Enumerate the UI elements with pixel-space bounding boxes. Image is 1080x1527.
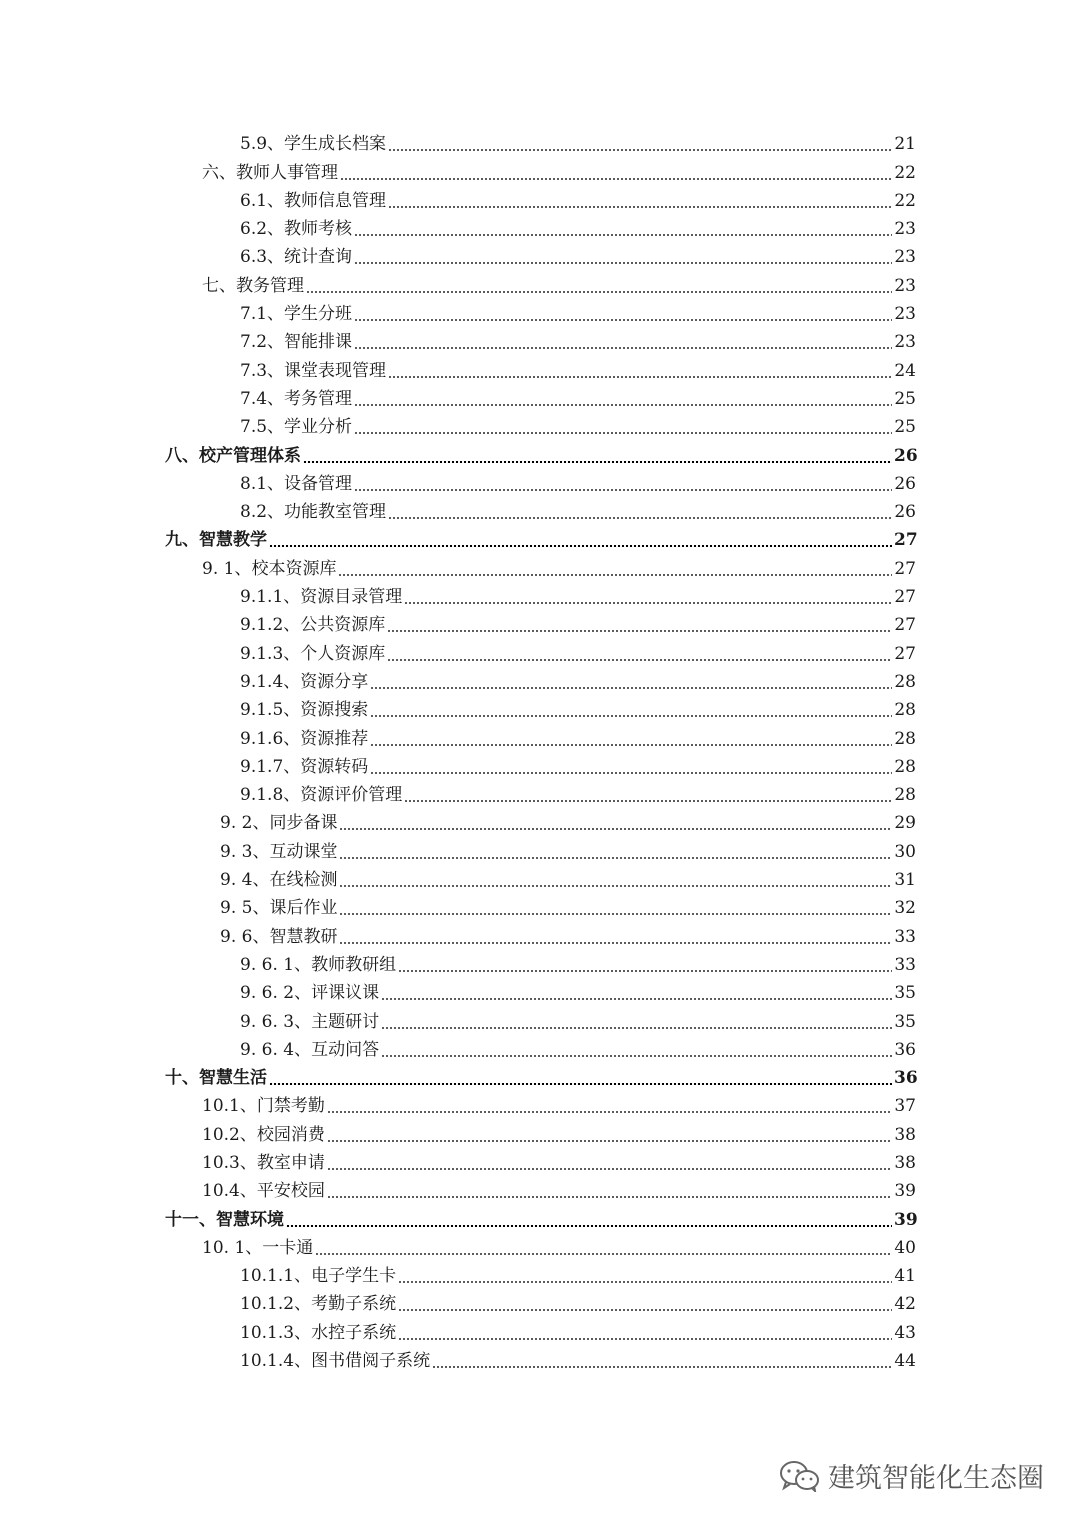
dot-leader [354,319,892,321]
toc-entry[interactable] [0,1007,1080,1035]
toc-entry-label: 9.1.6、资源推荐 [240,728,369,749]
dot-leader [339,913,892,915]
dot-leader [327,1196,892,1198]
toc-entry-label: 9. 6. 4、互动问答 [240,1039,380,1060]
toc-entry[interactable] [0,809,1080,837]
toc-entry-page-number: 32 [894,898,916,919]
toc-entry[interactable] [0,922,1080,950]
toc-entry-label: 10.3、教室申请 [202,1152,325,1173]
dot-leader [339,857,892,859]
toc-entry-label: 6.2、教师考核 [240,219,353,240]
toc-entry-page-number: 26 [894,473,916,494]
dot-leader [354,262,892,264]
dot-leader [306,291,892,293]
toc-entry-page-number: 25 [894,388,916,409]
toc-entry-label: 9.1.1、资源目录管理 [240,587,403,608]
toc-entry-page-number: 27 [894,587,916,608]
toc-entry-page-number: 44 [894,1351,916,1372]
toc-entry-label: 十一、智慧环境 [165,1209,284,1230]
toc-entry-label: 9. 4、在线检测 [220,870,338,891]
toc-entry[interactable] [0,753,1080,781]
toc-entry[interactable] [0,611,1080,639]
toc-entry-page-number: 30 [894,841,916,862]
toc-chapter-entry[interactable] [0,526,1080,554]
toc-entry-label: 九、智慧教学 [165,530,267,551]
dot-leader [387,630,892,632]
toc-entry-page-number: 40 [894,1237,916,1258]
toc-entry[interactable] [0,724,1080,752]
table-of-contents [0,130,1080,1375]
toc-entry-label: 9. 6. 3、主题研讨 [240,1011,380,1032]
toc-entry-label: 六、教师人事管理 [202,162,338,183]
toc-entry-page-number: 27 [894,530,918,551]
toc-entry-label: 9.1.2、公共资源库 [240,615,386,636]
toc-entry-label: 八、校产管理体系 [165,445,301,466]
toc-entry-label: 10.1.1、电子学生卡 [240,1266,397,1287]
watermark [778,1456,1044,1495]
toc-entry[interactable] [0,1234,1080,1262]
toc-entry-page-number: 27 [894,643,916,664]
dot-leader [315,1253,892,1255]
toc-entry-label: 十、智慧生活 [165,1068,267,1089]
toc-entry-page-number: 42 [894,1294,916,1315]
dot-leader [388,149,892,151]
toc-entry[interactable] [0,158,1080,186]
toc-entry-page-number: 41 [894,1266,916,1287]
toc-entry[interactable] [0,215,1080,243]
dot-leader [370,772,892,774]
toc-entry-page-number: 28 [894,728,916,749]
toc-entry-label: 9.1.7、资源转码 [240,756,369,777]
toc-entry-page-number: 33 [894,954,916,975]
dot-leader [354,347,892,349]
toc-entry-page-number: 23 [894,275,916,296]
toc-entry-label: 10.1.3、水控子系统 [240,1322,397,1343]
toc-chapter-entry[interactable] [0,1064,1080,1092]
dot-leader [303,461,892,463]
dot-leader [339,828,892,830]
dot-leader [381,1055,892,1057]
toc-entry-page-number: 27 [894,558,916,579]
toc-entry-page-number: 28 [894,756,916,777]
dot-leader [398,970,892,972]
toc-entry[interactable] [0,243,1080,271]
toc-entry[interactable] [0,271,1080,299]
toc-entry[interactable] [0,1149,1080,1177]
toc-entry-label: 7.3、课堂表现管理 [240,360,387,381]
toc-entry-page-number: 23 [894,219,916,240]
toc-entry-page-number: 35 [894,1011,916,1032]
dot-leader [340,178,892,180]
toc-entry[interactable] [0,554,1080,582]
toc-entry[interactable] [0,583,1080,611]
dot-leader [327,1140,892,1142]
toc-entry-label: 9.1.3、个人资源库 [240,643,386,664]
toc-entry-label: 6.3、统计查询 [240,247,353,268]
toc-entry-page-number: 36 [894,1068,918,1089]
toc-entry[interactable] [0,696,1080,724]
dot-leader [398,1309,892,1311]
toc-entry[interactable] [0,300,1080,328]
toc-entry-label: 7.5、学业分析 [240,417,353,438]
toc-entry-label: 9. 5、课后作业 [220,898,338,919]
toc-entry-page-number: 28 [894,700,916,721]
toc-entry-label: 9. 6、智慧教研 [220,926,338,947]
toc-entry[interactable] [0,1318,1080,1346]
toc-entry-page-number: 26 [894,445,918,466]
toc-entry-page-number: 21 [894,134,916,155]
toc-entry-label: 9. 1、校本资源库 [202,558,337,579]
toc-entry-page-number: 28 [894,785,916,806]
toc-entry-page-number: 29 [894,813,916,834]
toc-entry[interactable] [0,356,1080,384]
toc-entry-page-number: 38 [894,1152,916,1173]
toc-entry[interactable] [0,1177,1080,1205]
toc-entry[interactable] [0,413,1080,441]
dot-leader [387,659,892,661]
toc-entry[interactable] [0,668,1080,696]
toc-entry-page-number: 24 [894,360,916,381]
toc-entry-page-number: 36 [894,1039,916,1060]
toc-entry-page-number: 22 [894,190,916,211]
toc-entry-page-number: 28 [894,671,916,692]
dot-leader [381,1027,892,1029]
toc-entry-label: 9. 2、同步备课 [220,813,338,834]
toc-entry-page-number: 38 [894,1124,916,1145]
toc-entry-label: 9. 6. 1、教师教研组 [240,954,397,975]
toc-entry[interactable] [0,1092,1080,1120]
dot-leader [370,687,892,689]
dot-leader [404,800,892,802]
dot-leader [432,1366,892,1368]
dot-leader [388,376,892,378]
toc-entry-page-number: 37 [894,1096,916,1117]
toc-entry[interactable] [0,1036,1080,1064]
toc-entry-label: 7.1、学生分班 [240,304,353,325]
dot-leader [338,574,892,576]
dot-leader [370,715,892,717]
dot-leader [381,998,892,1000]
toc-entry-page-number: 26 [894,502,916,523]
toc-entry-label: 10. 1、一卡通 [202,1237,314,1258]
dot-leader [327,1111,892,1113]
toc-entry[interactable] [0,837,1080,865]
toc-entry[interactable] [0,866,1080,894]
toc-entry-label: 10.4、平安校园 [202,1181,325,1202]
toc-entry[interactable] [0,979,1080,1007]
toc-entry-label: 5.9、学生成长档案 [240,134,387,155]
toc-entry[interactable] [0,781,1080,809]
toc-entry-label: 10.1.2、考勤子系统 [240,1294,397,1315]
toc-entry-page-number: 22 [894,162,916,183]
toc-entry-label: 7.2、智能排课 [240,332,353,353]
toc-entry[interactable] [0,1120,1080,1148]
dot-leader [354,432,892,434]
toc-entry-page-number: 23 [894,304,916,325]
dot-leader [404,602,892,604]
toc-entry-page-number: 33 [894,926,916,947]
toc-entry[interactable] [0,1290,1080,1318]
dot-leader [398,1338,892,1340]
dot-leader [339,942,892,944]
toc-entry-page-number: 39 [894,1181,916,1202]
dot-leader [398,1281,892,1283]
toc-entry-page-number: 31 [894,870,916,891]
dot-leader [354,404,892,406]
toc-entry[interactable] [0,328,1080,356]
toc-entry[interactable] [0,470,1080,498]
toc-entry-label: 6.1、教师信息管理 [240,190,387,211]
toc-entry[interactable] [0,385,1080,413]
toc-entry-label: 10.1.4、图书借阅子系统 [240,1351,431,1372]
toc-entry[interactable] [0,187,1080,215]
toc-entry-label: 8.1、设备管理 [240,473,353,494]
toc-entry-page-number: 23 [894,247,916,268]
toc-entry-label: 8.2、功能教室管理 [240,502,387,523]
toc-entry[interactable] [0,639,1080,667]
toc-entry-label: 9.1.4、资源分享 [240,671,369,692]
toc-entry[interactable] [0,894,1080,922]
toc-entry-label: 9. 3、互动课堂 [220,841,338,862]
toc-entry[interactable] [0,1262,1080,1290]
dot-leader [354,489,892,491]
watermark-text: 建筑智能化生态圈 [828,1463,1044,1494]
dot-leader [339,885,892,887]
dot-leader [327,1168,892,1170]
dot-leader [286,1225,892,1227]
toc-entry[interactable] [0,498,1080,526]
toc-entry[interactable] [0,130,1080,158]
dot-leader [388,517,892,519]
toc-entry-label: 9.1.8、资源评价管理 [240,785,403,806]
dot-leader [388,206,892,208]
dot-leader [354,234,892,236]
wechat-icon [778,1460,820,1492]
toc-entry-page-number: 27 [894,615,916,636]
dot-leader [269,545,892,547]
toc-entry-page-number: 43 [894,1322,916,1343]
toc-entry-page-number: 23 [894,332,916,353]
toc-chapter-entry[interactable] [0,441,1080,469]
toc-entry-label: 10.1、门禁考勤 [202,1096,325,1117]
toc-entry[interactable] [0,951,1080,979]
toc-chapter-entry[interactable] [0,1205,1080,1233]
toc-entry-label: 10.2、校园消费 [202,1124,325,1145]
toc-entry-page-number: 25 [894,417,916,438]
dot-leader [269,1083,892,1085]
toc-entry-label: 9.1.5、资源搜索 [240,700,369,721]
toc-entry[interactable] [0,1347,1080,1375]
toc-entry-page-number: 35 [894,983,916,1004]
toc-entry-label: 七、教务管理 [202,275,304,296]
toc-entry-page-number: 39 [894,1209,918,1230]
dot-leader [370,744,892,746]
toc-entry-label: 9. 6. 2、评课议课 [240,983,380,1004]
toc-entry-label: 7.4、考务管理 [240,388,353,409]
